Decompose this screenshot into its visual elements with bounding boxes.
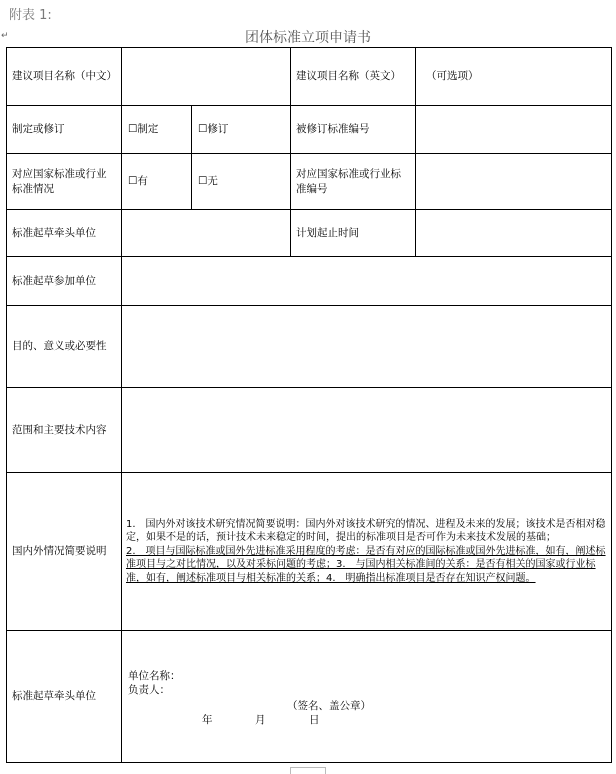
signature-unit-label: 标准起草牵头单位 [7,631,122,763]
revised-std-no-label: 被修订标准编号 [291,106,416,154]
form-title: 团体标准立项申请书 [245,30,371,46]
scope-label: 范围和主要技术内容 [7,388,122,473]
revised-std-no-input[interactable] [416,106,612,154]
corresponding-yes-option[interactable]: ☐有 [122,154,192,210]
purpose-input[interactable] [122,306,612,388]
signature-seal-note: （签名、盖公章） [287,700,371,712]
row-participants [7,257,612,306]
status-label: 国内外情况简要说明 [7,473,122,631]
annex-label: 附表 1: [9,8,52,23]
row-signature [7,631,612,763]
status-paragraph-2: 2. 项目与国际标准或国外先进标准采用程度的考虑：是否有对应的国际标准或国外先进标准，如有，阐述标准项目与之对比情况，以及对采标问题的考虑；3. 与国内相关标准间的关系：是否有相关的国家或行业标准，如有，阐述标准项目与相关标准的关系；4. 明确指出标准项目是否存在知识产权问题。 [126,545,606,584]
type-option-make[interactable]: ☐制定 [122,106,192,154]
application-form-table [6,47,612,763]
scope-input[interactable] [122,388,612,473]
name-cn-label: 建议项目名称（中文） [7,48,122,106]
row-lead-unit [7,210,612,257]
corresponding-label: 对应国家标准或行业标准情况 [7,154,122,210]
plan-time-input[interactable] [416,210,612,257]
row-scope [7,388,612,473]
participants-label: 标准起草参加单位 [7,257,122,306]
name-en-input[interactable]: （可选项） [416,48,612,106]
row-type [7,106,612,154]
type-option-revise[interactable]: ☐修订 [192,106,291,154]
signature-unit-name: 单位名称： [128,670,181,682]
status-description[interactable] [122,473,612,631]
signature-day: 日 [309,714,320,726]
type-label: 制定或修订 [7,106,122,154]
participants-input[interactable] [122,257,612,306]
row-status [7,473,612,631]
signature-month: 月 [255,714,266,726]
name-en-label: 建议项目名称（英文） [291,48,416,106]
paragraph-mark-icon: ↵ [1,31,9,41]
signature-block[interactable] [122,631,612,763]
corresponding-no-input[interactable] [416,154,612,210]
row-corresponding [7,154,612,210]
purpose-label: 目的、意义或必要性 [7,306,122,388]
plan-time-label: 计划起止时间 [291,210,416,257]
name-cn-input[interactable] [122,48,291,106]
signature-person: 负责人： [128,684,170,696]
row-purpose [7,306,612,388]
row-project-name [7,48,612,106]
corresponding-no-label: 对应国家标准或行业标准编号 [291,154,416,210]
lead-unit-label: 标准起草牵头单位 [7,210,122,257]
signature-year: 年 [202,714,213,726]
corresponding-no-option[interactable]: ☐无 [192,154,291,210]
status-paragraph-1: 1. 国内外对该技术研究情况简要说明：国内外对该技术研究的情况、进程及未来的发展；该技术是否相对稳定，如果不是的话，预计技术未来稳定的时间，提出的标准项目是否可作为未来技术发展的基础； [126,518,606,544]
lead-unit-input[interactable] [122,210,291,257]
